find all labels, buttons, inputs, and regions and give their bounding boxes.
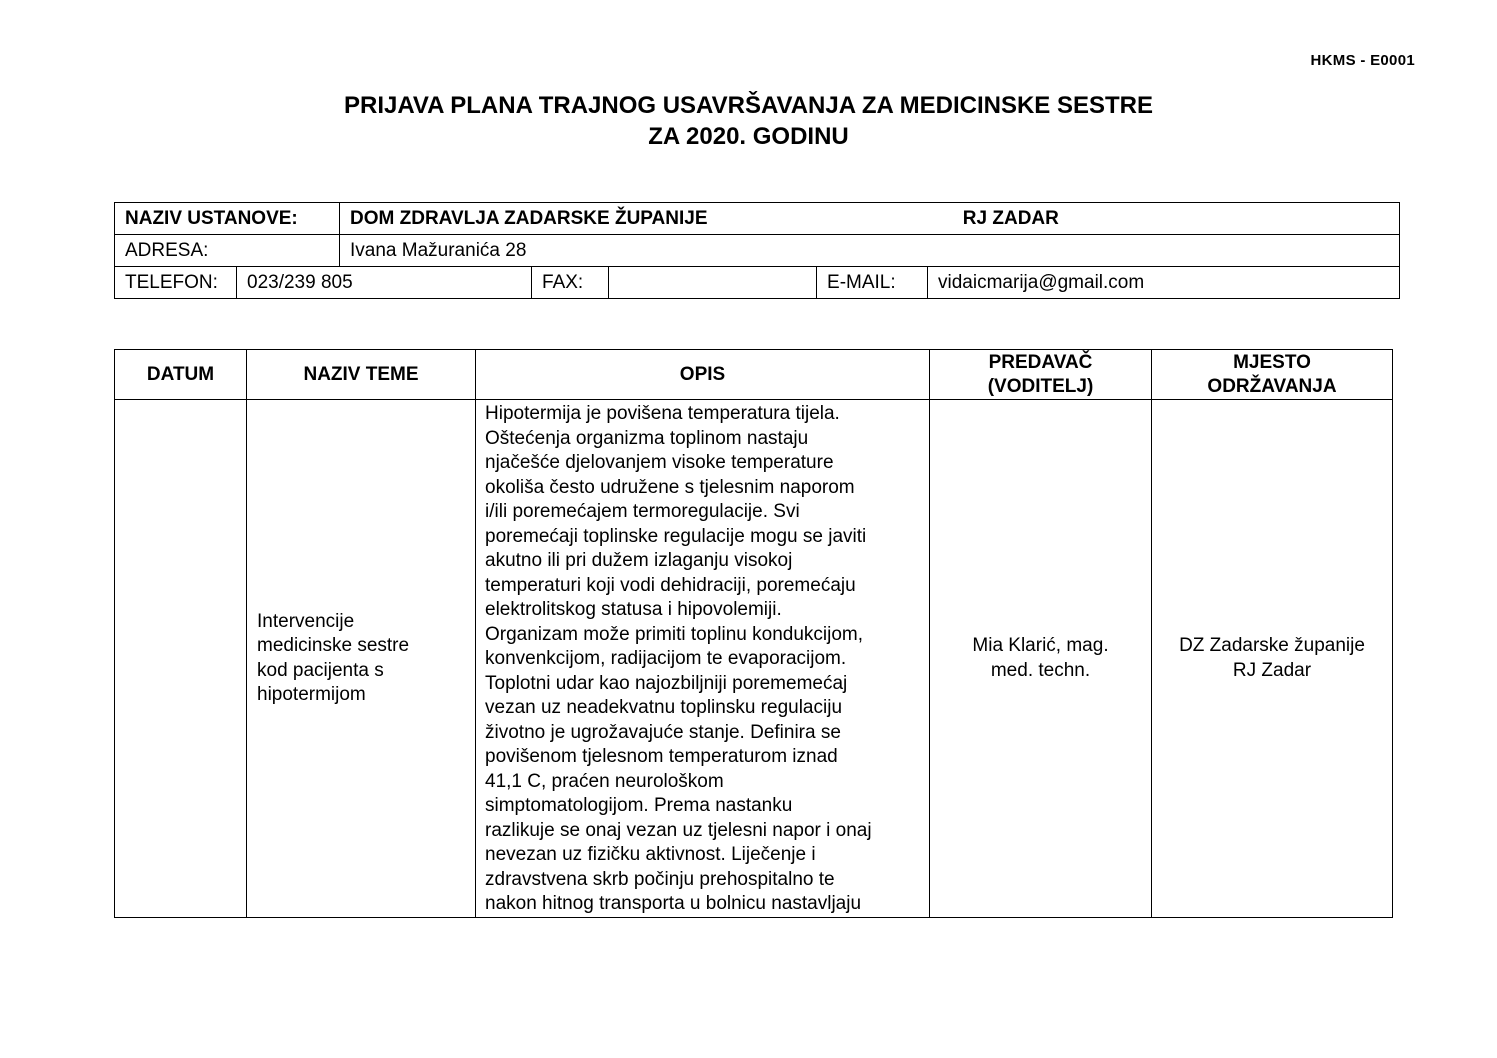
cell-predavac <box>930 400 1152 918</box>
email-value: vidaicmarija@gmail.com <box>928 267 1400 299</box>
naziv-teme-line: hipotermijom <box>257 684 366 705</box>
predavac-line: Mia Klarić, mag. <box>972 635 1109 656</box>
opis-line: simptomatologijom. Prema nastanku <box>485 795 793 816</box>
mjesto-line: RJ Zadar <box>1232 659 1312 681</box>
naziv-teme-line: Intervencije <box>257 610 355 632</box>
header-mjesto-line-1: MJESTO <box>1233 351 1311 373</box>
opis-line: akutno ili pri dužem izlaganju visokoj <box>485 550 793 571</box>
mjesto-line: DZ Zadarske županije <box>1179 635 1365 656</box>
opis-line: povišenom tjelesnom temperaturom iznad <box>485 746 838 767</box>
institution-name-value: DOM ZDRAVLJA ZADARSKE ŽUPANIJE <box>350 207 708 229</box>
predavac-line: med. techn. <box>990 659 1091 681</box>
naziv-teme-line: medicinske sestre <box>257 635 410 656</box>
phone-value: 023/239 805 <box>237 267 532 299</box>
header-predavac-line-2: (VODITELJ) <box>987 375 1094 397</box>
plan-row <box>115 400 1393 918</box>
fax-label: FAX: <box>532 267 609 299</box>
address-label: ADRESA: <box>115 235 340 267</box>
plan-header-row <box>115 350 1393 400</box>
fax-value <box>609 267 817 299</box>
header-predavac-line-1: PREDAVAČ <box>988 351 1093 373</box>
title-line-2: ZA 2020. GODINU <box>648 123 849 150</box>
cell-opis <box>476 400 930 918</box>
opis-line: 41,1 C, praćen neurološkom <box>485 770 724 792</box>
opis-line: temperaturi koji vodi dehidraciji, poremećaju <box>485 574 856 596</box>
cell-naziv-teme <box>247 400 476 918</box>
header-mjesto-line-2: ODRŽAVANJA <box>1207 375 1337 397</box>
form-code: HKMS - E0001 <box>1310 52 1415 69</box>
plan-table <box>114 349 1393 918</box>
opis-line: životno je ugrožavajuće stanje. Definira se <box>485 721 841 743</box>
opis-line: okoliša često udružene s tjelesnim naporom <box>485 476 855 498</box>
cell-datum <box>115 400 247 918</box>
institution-name-label: NAZIV USTANOVE: <box>115 203 340 235</box>
header-predavac <box>930 350 1152 400</box>
opis-line: Toplotni udar kao najozbiljniji porememećaj <box>485 672 848 694</box>
header-opis: OPIS <box>476 350 930 400</box>
opis-line: i/ili poremećajem termoregulacije. Svi <box>485 501 800 522</box>
opis-line: nakon hitnog transporta u bolnicu nastavljaju <box>485 893 862 914</box>
institution-table <box>114 202 1400 299</box>
opis-line: Hipotermija je povišena temperatura tijela. <box>485 403 840 424</box>
header-mjesto <box>1152 350 1393 400</box>
institution-unit-value: RJ ZADAR <box>962 207 1059 229</box>
opis-line: Oštećenja organizma toplinom nastaju <box>485 427 809 449</box>
document-title <box>0 90 1497 152</box>
opis-line: razlikuje se onaj vezan uz tjelesni napor i onaj <box>485 819 872 841</box>
phone-label: TELEFON: <box>115 267 237 299</box>
opis-line: zdravstvena skrb počinju prehospitalno te <box>485 868 835 890</box>
opis-line: vezan uz neadekvatnu toplinsku regulaciju <box>485 697 843 718</box>
opis-line: elektrolitskog statusa i hipovolemiji. <box>485 599 782 620</box>
naziv-teme-line: kod pacijenta s <box>257 659 384 681</box>
header-naziv-teme: NAZIV TEME <box>247 350 476 400</box>
cell-mjesto <box>1152 400 1393 918</box>
title-line-1: PRIJAVA PLANA TRAJNOG USAVRŠAVANJA ZA MEDICINSKE SESTRE <box>344 92 1153 119</box>
email-label: E-MAIL: <box>817 267 928 299</box>
institution-name-cell <box>340 203 1400 235</box>
address-value: Ivana Mažuranića 28 <box>340 235 1400 267</box>
opis-line: njačešće djelovanjem visoke temperature <box>485 452 834 473</box>
header-datum: DATUM <box>115 350 247 400</box>
opis-line: Organizam može primiti toplinu kondukcijom, <box>485 623 864 645</box>
opis-line: poremećaji toplinske regulacije mogu se javiti <box>485 525 867 547</box>
opis-line: konvenkcijom, radijacijom te evaporacijom. <box>485 648 847 669</box>
opis-line: nevezan uz fizičku aktivnost. Liječenje i <box>485 844 816 865</box>
